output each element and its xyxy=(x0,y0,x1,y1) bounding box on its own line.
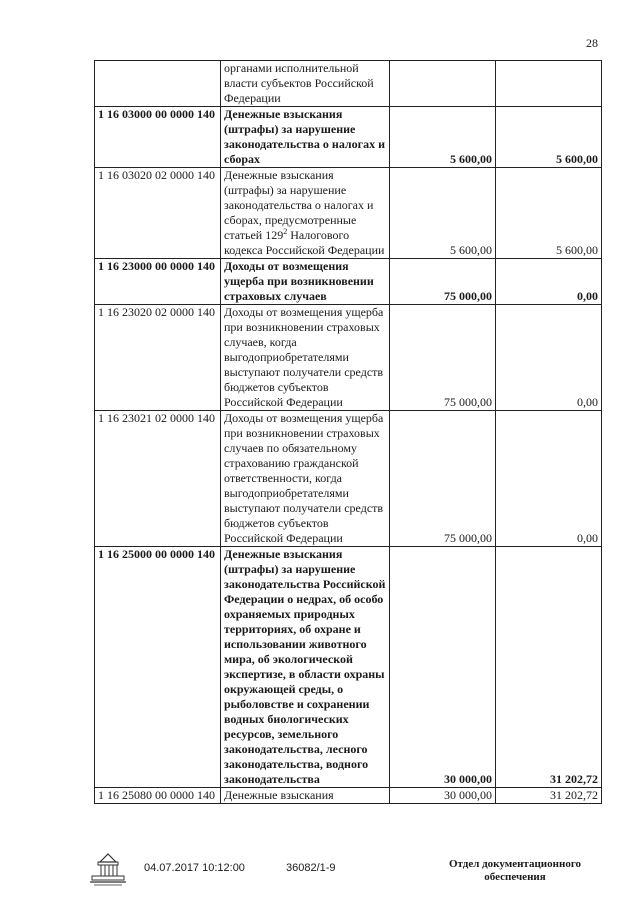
table-row xyxy=(95,107,602,168)
revenue-name-cell: Денежные взыскания xyxy=(221,788,390,804)
budget-code-cell: 1 16 03020 02 0000 140 xyxy=(95,168,221,259)
department-stamp: Отдел документационного обеспечения xyxy=(448,858,582,883)
duma-building-icon xyxy=(88,852,128,893)
budget-code-cell: 1 16 23021 02 0000 140 xyxy=(95,411,221,547)
planned-amount-cell: 75 000,00 xyxy=(390,259,496,305)
budget-code-cell: 1 16 25000 00 0000 140 xyxy=(95,547,221,788)
registration-number: 36082/1-9 xyxy=(286,862,336,874)
actual-amount-cell: 0,00 xyxy=(496,411,602,547)
planned-amount-cell xyxy=(390,61,496,107)
table-row xyxy=(95,61,602,107)
table-row xyxy=(95,788,602,804)
revenue-name-cell: Доходы от возмещения ущерба при возникновении страховых случаев по обязательному страхованию гражданской ответственности, когда выгодоприобретателями выступают получатели средств бюджетов субъектов Российской Федерации xyxy=(221,411,390,547)
actual-amount-cell: 31 202,72 xyxy=(496,788,602,804)
actual-amount-cell: 31 202,72 xyxy=(496,547,602,788)
table-row xyxy=(95,547,602,788)
budget-code-cell: 1 16 23020 02 0000 140 xyxy=(95,305,221,411)
actual-amount-cell: 0,00 xyxy=(496,305,602,411)
revenue-name-cell: Доходы от возмещения ущерба при возникновении страховых случаев, когда выгодоприобретателями выступают получатели средств бюджетов субъектов Российской Федерации xyxy=(221,305,390,411)
planned-amount-cell: 75 000,00 xyxy=(390,305,496,411)
actual-amount-cell: 0,00 xyxy=(496,259,602,305)
page-number: 28 xyxy=(586,36,598,50)
planned-amount-cell: 30 000,00 xyxy=(390,547,496,788)
planned-amount-cell: 5 600,00 xyxy=(390,107,496,168)
actual-amount-cell: 5 600,00 xyxy=(496,168,602,259)
budget-code-cell: 1 16 25080 00 0000 140 xyxy=(95,788,221,804)
page-footer xyxy=(0,852,640,892)
table-row xyxy=(95,259,602,305)
revenue-name-cell: органами исполнительной власти субъектов Российской Федерации xyxy=(221,61,390,107)
actual-amount-cell: 5 600,00 xyxy=(496,107,602,168)
revenue-name-cell: Денежные взыскания (штрафы) за нарушение законодательства о налогах и сборах, предусмотренные статьей $129^2$ Налогового кодекса Российской Федерации xyxy=(221,168,390,259)
table-row xyxy=(95,168,602,259)
print-timestamp: 04.07.2017 10:12:00 xyxy=(144,862,245,874)
actual-amount-cell xyxy=(496,61,602,107)
budget-code-cell xyxy=(95,61,221,107)
planned-amount-cell: 5 600,00 xyxy=(390,168,496,259)
planned-amount-cell: 30 000,00 xyxy=(390,788,496,804)
revenue-name-cell: Доходы от возмещения ущерба при возникновении страховых случаев xyxy=(221,259,390,305)
table-row xyxy=(95,411,602,547)
revenue-name-cell: Денежные взыскания (штрафы) за нарушение законодательства Российской Федерации о недрах, об особо охраняемых природных территориях, об охране и использовании животного мира, об экологической экспертизе, в области охраны окружающей среды, о рыболовстве и сохранении водных биологических ресурсов, земельного законодательства, лесного законодательства, водного законодательства xyxy=(221,547,390,788)
budget-code-cell: 1 16 03000 00 0000 140 xyxy=(95,107,221,168)
revenue-name-cell: Денежные взыскания (штрафы) за нарушение законодательства о налогах и сборах xyxy=(221,107,390,168)
budget-code-cell: 1 16 23000 00 0000 140 xyxy=(95,259,221,305)
planned-amount-cell: 75 000,00 xyxy=(390,411,496,547)
budget-revenue-table xyxy=(94,60,602,804)
table-row xyxy=(95,305,602,411)
superscript-digit: 2 xyxy=(283,227,288,236)
